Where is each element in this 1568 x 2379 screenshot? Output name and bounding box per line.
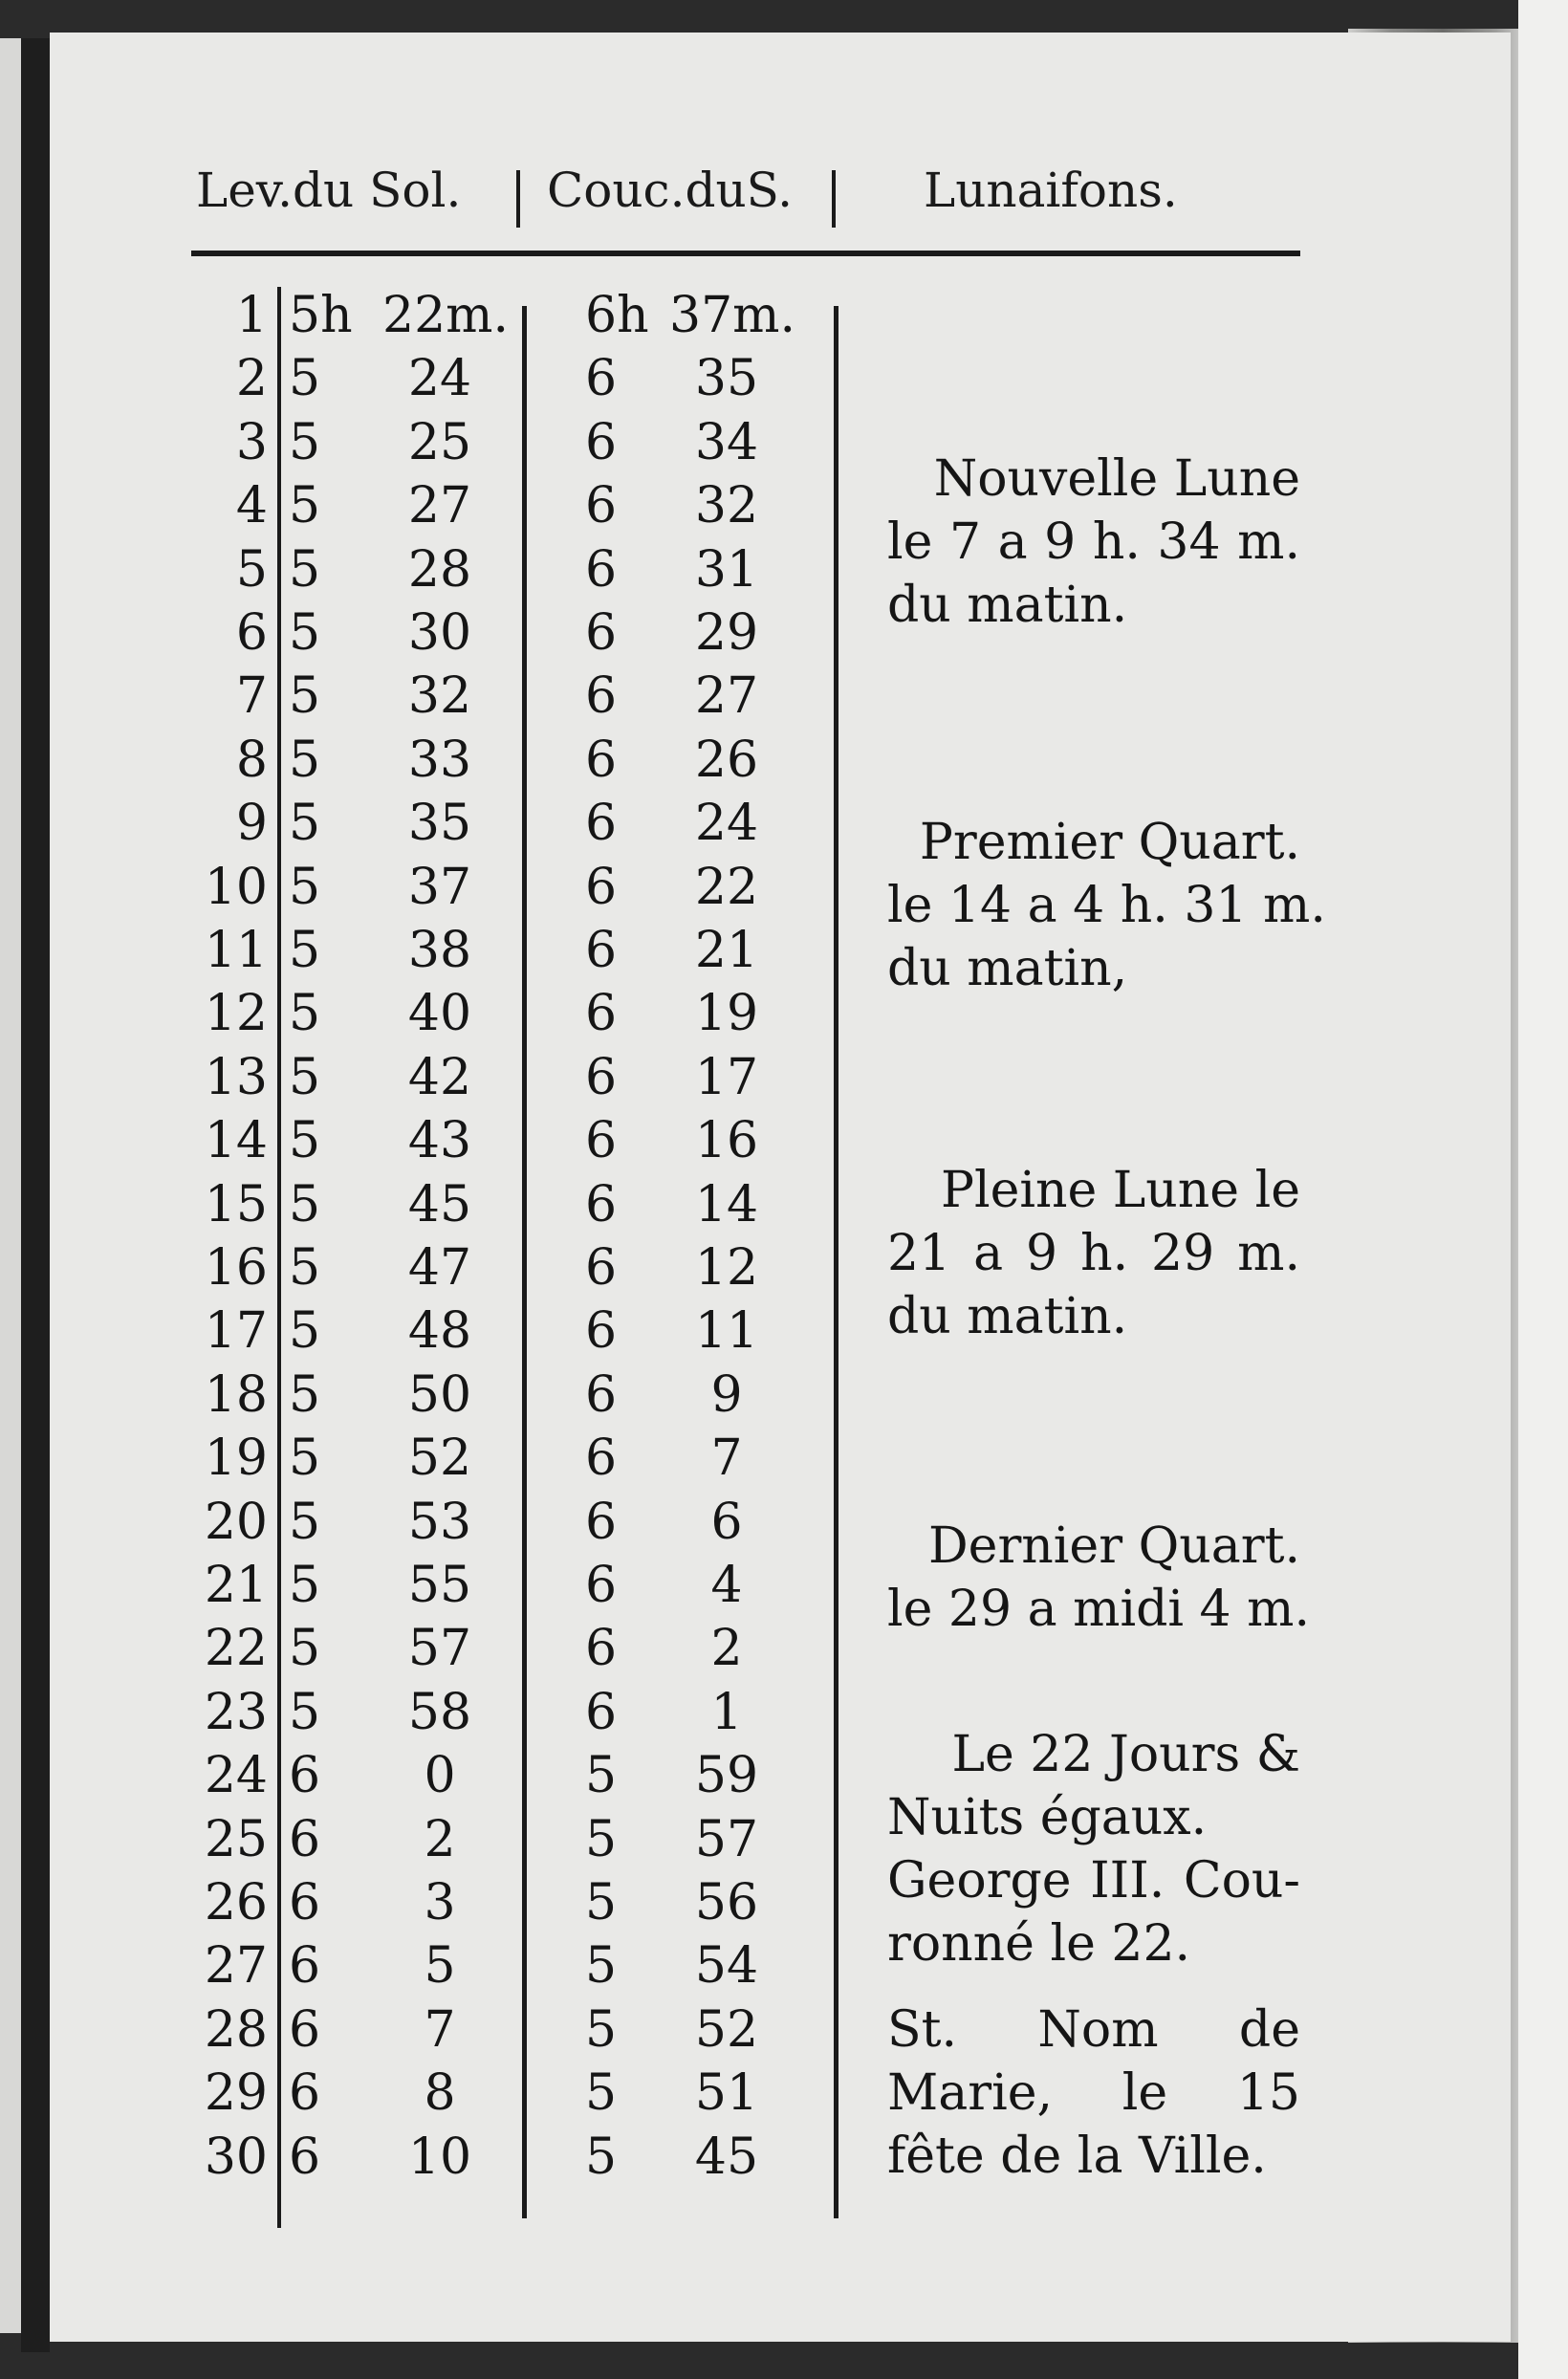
note-line: du matin. xyxy=(887,577,1128,634)
sunset-minute: 21 xyxy=(694,922,759,979)
sunrise-hour: 6 xyxy=(289,2064,321,2123)
sunrise-minute: 5 xyxy=(424,1937,456,1996)
note-line: Dernier Quart. xyxy=(927,1517,1300,1575)
sunrise-hour: 6 xyxy=(289,1874,321,1932)
sunrise-minute: 10 xyxy=(407,2128,472,2186)
sunset-minute: 37m. xyxy=(669,287,796,344)
sunrise-hour: 5 xyxy=(289,1365,321,1424)
sunrise-minute: 8 xyxy=(424,2064,456,2123)
note-line: Premier Quart. xyxy=(919,814,1300,871)
sunrise-minute: 27 xyxy=(407,477,472,535)
note-line: George III. Cou- xyxy=(887,1852,1300,1910)
table-row xyxy=(0,922,860,979)
sunset-minute: 26 xyxy=(694,731,759,789)
sunrise-minute: 50 xyxy=(407,1365,472,1424)
day-number: 3 xyxy=(235,413,268,471)
sunset-minute: 45 xyxy=(694,2128,759,2186)
sunset-header: Couc.duS. xyxy=(547,163,794,218)
day-number: 14 xyxy=(204,1112,268,1170)
day-number: 11 xyxy=(204,922,268,979)
day-number: 5 xyxy=(235,540,268,599)
table-row xyxy=(0,1302,860,1360)
sunrise-hour: 5 xyxy=(289,667,321,726)
note-line: Marie, le 15 xyxy=(887,2064,1300,2122)
sunset-minute: 1 xyxy=(710,1683,743,1741)
sunset-minute: 16 xyxy=(694,1112,759,1170)
day-number: 26 xyxy=(204,1874,268,1932)
sunrise-minute: 24 xyxy=(407,350,472,408)
day-number: 2 xyxy=(235,350,268,408)
day-number: 17 xyxy=(204,1302,268,1361)
sunset-hour: 5 xyxy=(585,1874,618,1932)
table-row xyxy=(0,1176,860,1233)
note-line: 21 a 9 h. 29 m. xyxy=(887,1225,1300,1282)
table-row xyxy=(0,2001,860,2059)
table-row xyxy=(0,731,860,789)
sunset-hour: 6 xyxy=(585,1239,618,1297)
sunrise-hour: 5 xyxy=(289,731,321,789)
day-number: 22 xyxy=(204,1620,268,1678)
sunrise-hour: 6 xyxy=(289,2000,321,2059)
day-number: 9 xyxy=(235,795,268,853)
scan-margin xyxy=(1518,0,1568,2379)
sunset-minute: 17 xyxy=(694,1048,759,1106)
sunset-hour: 6 xyxy=(585,795,618,853)
sunset-hour: 6 xyxy=(585,858,618,916)
sunset-hour: 6 xyxy=(585,1048,618,1106)
note-line: Pleine Lune le xyxy=(940,1162,1300,1219)
sunset-hour: 5 xyxy=(585,2000,618,2059)
table-row xyxy=(0,795,860,852)
sunset-minute: 12 xyxy=(694,1239,759,1297)
sunset-minute: 2 xyxy=(710,1620,743,1678)
table-row xyxy=(0,414,860,471)
sunrise-minute: 2 xyxy=(424,1810,456,1868)
sunset-hour: 6 xyxy=(585,1557,618,1614)
sunrise-hour: 6 xyxy=(289,1937,321,1996)
day-number: 25 xyxy=(204,1810,268,1868)
table-row xyxy=(0,1620,860,1677)
sunrise-minute: 42 xyxy=(407,1048,472,1106)
sunset-hour: 6 xyxy=(585,604,618,662)
sunrise-minute: 55 xyxy=(407,1557,472,1614)
day-number: 24 xyxy=(204,1747,268,1805)
sunset-minute: 7 xyxy=(710,1430,743,1488)
sunset-minute: 9 xyxy=(710,1365,743,1424)
sunrise-minute: 35 xyxy=(407,795,472,853)
sunset-hour: 6 xyxy=(585,731,618,789)
sunrise-minute: 38 xyxy=(407,922,472,979)
sunrise-hour: 5 xyxy=(289,985,321,1043)
sunset-hour: 6 xyxy=(585,1112,618,1170)
sunrise-hour: 5 xyxy=(289,1683,321,1741)
day-number: 16 xyxy=(204,1239,268,1297)
sunrise-minute: 30 xyxy=(407,604,472,662)
day-number: 15 xyxy=(204,1175,268,1233)
sunrise-minute: 7 xyxy=(424,2000,456,2059)
header-separator xyxy=(832,170,836,228)
note-line: du matin. xyxy=(887,1288,1128,1345)
sunrise-minute: 28 xyxy=(407,540,472,599)
table-row xyxy=(0,1811,860,1868)
sunset-minute: 54 xyxy=(694,1937,759,1996)
table-row xyxy=(0,604,860,662)
table-row xyxy=(0,1430,860,1487)
day-number: 1 xyxy=(235,287,268,344)
day-number: 29 xyxy=(204,2064,268,2123)
table-row xyxy=(0,1494,860,1551)
sunrise-minute: 58 xyxy=(407,1683,472,1741)
sunrise-hour: 5 xyxy=(289,1112,321,1170)
note-line: fête de la Ville. xyxy=(887,2128,1267,2185)
table-row xyxy=(0,985,860,1042)
sunrise-hour: 5 xyxy=(289,1557,321,1614)
note-last-quarter xyxy=(887,1515,1310,1641)
table-row xyxy=(0,287,860,344)
sunset-hour: 6 xyxy=(585,1175,618,1233)
sunset-hour: 6 xyxy=(585,1620,618,1678)
note-line: ronné le 22. xyxy=(887,1915,1191,1973)
table-row xyxy=(0,1937,860,1995)
sunrise-hour: 5 xyxy=(289,1493,321,1551)
note-line: St. Nom de xyxy=(887,2001,1300,2059)
sunrise-minute: 32 xyxy=(407,667,472,726)
sunset-hour: 5 xyxy=(585,1810,618,1868)
table-row xyxy=(0,477,860,535)
note-full-moon xyxy=(887,1159,1300,1348)
sunset-hour: 6 xyxy=(585,1493,618,1551)
sunrise-hour: 5 xyxy=(289,1620,321,1678)
sunrise-hour: 5 xyxy=(289,922,321,979)
note-equinox xyxy=(887,1723,1300,1975)
day-number: 8 xyxy=(235,731,268,789)
sunrise-minute: 33 xyxy=(407,731,472,789)
table-row xyxy=(0,667,860,725)
sunrise-hour: 5 xyxy=(289,858,321,916)
sunrise-hour: 5 xyxy=(289,540,321,599)
sunrise-hour: 5 xyxy=(289,477,321,535)
sunset-hour: 6 xyxy=(585,1683,618,1741)
sunrise-minute: 47 xyxy=(407,1239,472,1297)
sunrise-hour: 5 xyxy=(289,604,321,662)
sunrise-hour: 5 xyxy=(289,1239,321,1297)
sunset-minute: 52 xyxy=(694,2000,759,2059)
sunrise-hour: 5 xyxy=(289,350,321,408)
note-line: le 29 a midi 4 m. xyxy=(887,1581,1310,1638)
table-row xyxy=(0,1049,860,1106)
sunrise-minute: 57 xyxy=(407,1620,472,1678)
sunrise-minute: 0 xyxy=(424,1747,456,1805)
sunrise-hour: 5 xyxy=(289,1048,321,1106)
note-line: Le 22 Jours & xyxy=(951,1726,1300,1783)
sunrise-hour: 6 xyxy=(289,2128,321,2186)
note-new-moon xyxy=(887,447,1300,637)
sunrise-hour: 6 xyxy=(289,1810,321,1868)
table-row xyxy=(0,2128,860,2186)
sunset-minute: 29 xyxy=(694,604,759,662)
day-number: 28 xyxy=(204,2000,268,2059)
day-number: 19 xyxy=(204,1430,268,1488)
sunrise-minute: 43 xyxy=(407,1112,472,1170)
note-feast xyxy=(887,1998,1300,2188)
table-row xyxy=(0,859,860,916)
table-row xyxy=(0,1747,860,1804)
day-number: 7 xyxy=(235,667,268,726)
sunset-hour: 6h xyxy=(585,287,649,344)
note-line: le 7 a 9 h. 34 m. xyxy=(887,513,1300,571)
note-line: Nuits égaux. xyxy=(887,1789,1208,1846)
sunset-hour: 6 xyxy=(585,1302,618,1361)
sunrise-minute: 22m. xyxy=(382,287,510,344)
sunset-hour: 6 xyxy=(585,1365,618,1424)
sunrise-hour: 5 xyxy=(289,1430,321,1488)
lunation-header: Lunaifons. xyxy=(924,163,1178,218)
table-row xyxy=(0,1684,860,1741)
sunset-minute: 27 xyxy=(694,667,759,726)
day-number: 13 xyxy=(204,1048,268,1106)
sunset-minute: 59 xyxy=(694,1747,759,1805)
sunrise-hour: 5 xyxy=(289,413,321,471)
sunrise-minute: 52 xyxy=(407,1430,472,1488)
sunset-hour: 6 xyxy=(585,413,618,471)
sunset-hour: 5 xyxy=(585,2128,618,2186)
sunset-minute: 14 xyxy=(694,1175,759,1233)
day-number: 6 xyxy=(235,604,268,662)
sunset-hour: 6 xyxy=(585,540,618,599)
sunset-hour: 6 xyxy=(585,350,618,408)
sunrise-minute: 45 xyxy=(407,1175,472,1233)
day-number: 27 xyxy=(204,1937,268,1996)
sunrise-minute: 53 xyxy=(407,1493,472,1551)
sunset-minute: 4 xyxy=(710,1557,743,1614)
sunset-minute: 35 xyxy=(694,350,759,408)
sunset-hour: 6 xyxy=(585,1430,618,1488)
sunset-hour: 5 xyxy=(585,1747,618,1805)
sunrise-hour: 5 xyxy=(289,1175,321,1233)
header-rule xyxy=(191,251,1300,256)
sunset-hour: 5 xyxy=(585,2064,618,2123)
day-number: 21 xyxy=(204,1557,268,1614)
day-number: 10 xyxy=(204,858,268,916)
table-row xyxy=(0,1239,860,1297)
sunrise-minute: 40 xyxy=(407,985,472,1043)
day-number: 12 xyxy=(204,985,268,1043)
sunset-hour: 5 xyxy=(585,1937,618,1996)
day-number: 23 xyxy=(204,1683,268,1741)
note-line: du matin, xyxy=(887,940,1128,997)
note-line: le 14 a 4 h. 31 m. xyxy=(887,877,1326,934)
sunset-minute: 22 xyxy=(694,858,759,916)
sunset-hour: 6 xyxy=(585,667,618,726)
sunset-minute: 6 xyxy=(710,1493,743,1551)
day-number: 30 xyxy=(204,2128,268,2186)
table-row xyxy=(0,1874,860,1932)
sunrise-hour: 6 xyxy=(289,1747,321,1805)
sunset-minute: 32 xyxy=(694,477,759,535)
sunset-hour: 6 xyxy=(585,985,618,1043)
note-line: Nouvelle Lune xyxy=(933,450,1300,508)
day-number: 4 xyxy=(235,477,268,535)
table-row xyxy=(0,1366,860,1424)
table-row xyxy=(0,1112,860,1169)
sunset-minute: 11 xyxy=(694,1302,759,1361)
table-row xyxy=(0,350,860,407)
sunrise-hour: 5 xyxy=(289,795,321,853)
sunrise-hour: 5h xyxy=(289,287,353,344)
day-number: 20 xyxy=(204,1493,268,1551)
table-row xyxy=(0,541,860,599)
note-first-quarter xyxy=(887,811,1326,1000)
sunset-minute: 19 xyxy=(694,985,759,1043)
sunset-minute: 56 xyxy=(694,1874,759,1932)
sunset-minute: 24 xyxy=(694,795,759,853)
sunrise-minute: 37 xyxy=(407,858,472,916)
sunrise-hour: 5 xyxy=(289,1302,321,1361)
sunset-minute: 31 xyxy=(694,540,759,599)
sunrise-minute: 3 xyxy=(424,1874,456,1932)
table-row xyxy=(0,2064,860,2122)
sunrise-minute: 25 xyxy=(407,413,472,471)
sunset-minute: 51 xyxy=(694,2064,759,2123)
sunset-hour: 6 xyxy=(585,922,618,979)
sunrise-minute: 48 xyxy=(407,1302,472,1361)
sunset-minute: 57 xyxy=(694,1810,759,1868)
sunrise-header: Lev.du Sol. xyxy=(196,163,462,218)
sunset-hour: 6 xyxy=(585,477,618,535)
sunset-minute: 34 xyxy=(694,413,759,471)
table-row xyxy=(0,1557,860,1614)
day-number: 18 xyxy=(204,1365,268,1424)
header-separator xyxy=(516,170,520,228)
